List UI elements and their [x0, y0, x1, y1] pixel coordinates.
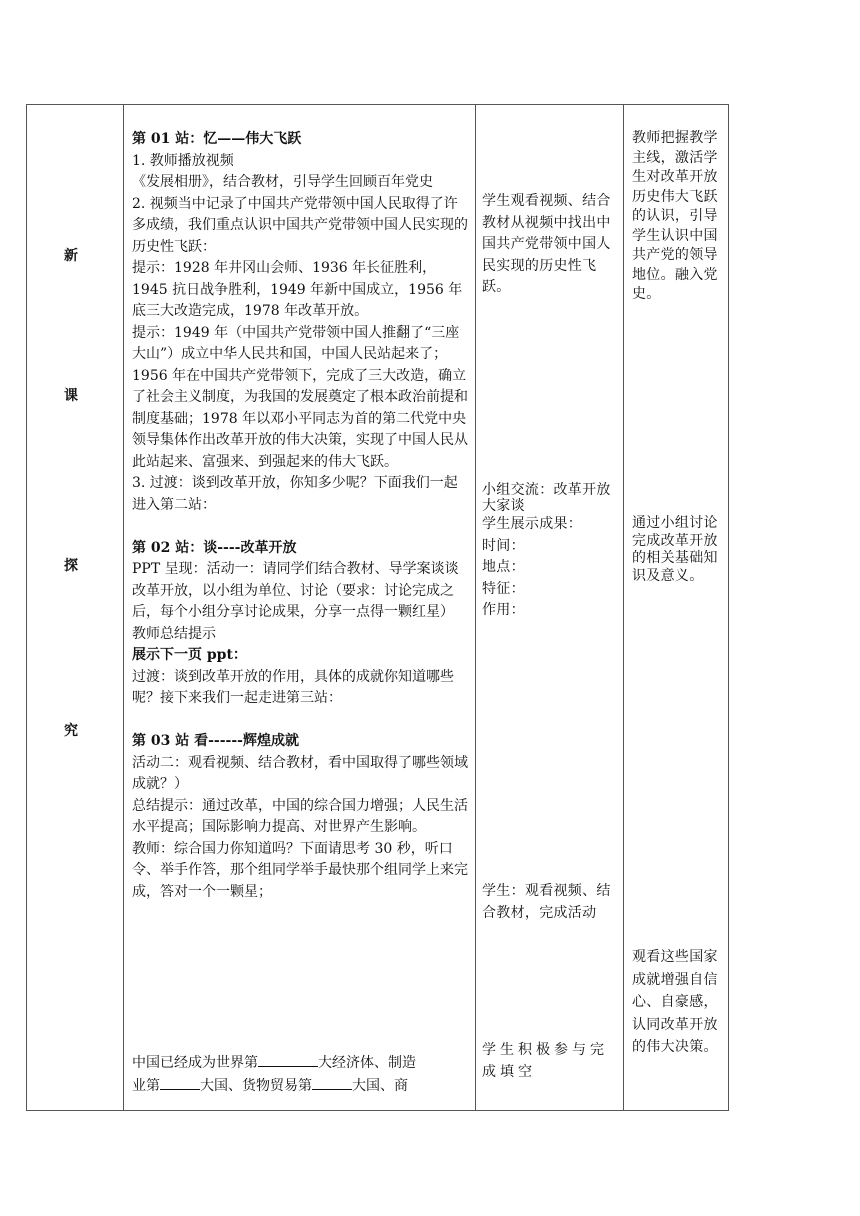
- paragraph: 提示：1949 年（中国共产党带领中国人推翻了“三座大山”）成立中华人民共和国，中国人民站起来了；1956 年在中国共产党带领下，完成了三大改造，确立了社会主义制度，为我国的发展奠定了根本政治前提和制度基础；1978 年以邓小平同志为首的第二代党中央领导集体作出改革开放的伟大决策，实现了中国人民从此站起来、富强来、到强起来的伟大飞跃。: [132, 324, 468, 470]
- paragraph: 教师：综合国力你知道吗？下面请思考 30 秒，听口令、举手作答，那个组同学举手最快那个组同学上来完成，答对一个一颗星；: [132, 840, 468, 900]
- student-activity-place: 地点：: [482, 559, 525, 575]
- student-activity-2: [482, 482, 618, 622]
- station-heading: 第 03 站 看------辉煌成就: [132, 733, 299, 749]
- design-intent-1: 教师把握教学主线，激活学生对改革开放历史伟大飞跃的认识，引导学生认识中国共产党的领导地位。融入党史。: [632, 130, 718, 302]
- fill-text-c: 业第: [132, 1077, 160, 1094]
- paragraph: 3. 过渡：谈到改革开放，你知多少呢？下面我们一起进入第二站：: [132, 475, 458, 513]
- paragraph: 1. 教师播放视频: [132, 152, 234, 169]
- paragraph: 过渡：谈到改革开放的作用，具体的成就你知道哪些呢？接下来我们一起走进第三站：: [132, 668, 454, 706]
- table-divider-3: [623, 104, 624, 1111]
- section-label-char-3: 探: [64, 558, 78, 574]
- student-activity-1: 学生观看视频、结合教材从视频中找出中国共产党带领中国人民实现的历史性飞跃。: [482, 193, 611, 295]
- student-activity-time: 时间：: [482, 537, 525, 554]
- paragraph: 《发展相册》，结合教材，引导学生回顾百年党史: [132, 174, 433, 190]
- fill-text-b: 大经济体、制造: [318, 1055, 416, 1071]
- section-label-char-4: 究: [64, 723, 78, 739]
- student-activity-effect: 作用：: [482, 602, 525, 618]
- blank-1[interactable]: [258, 1052, 318, 1067]
- fill-text-e: 大国、商: [352, 1077, 408, 1094]
- paragraph: PPT 呈现：活动一：请同学们结合教材、导学案谈谈改革开放，以小组为单位、讨论（要求：讨论完成之后，每个小组分享讨论成果，分享一点得一颗红星）: [132, 561, 459, 620]
- student-activity-4: 学生积极参与完成填空: [482, 1042, 608, 1080]
- table-border-left: [26, 104, 27, 1111]
- student-activity-feature: 特征：: [482, 580, 525, 597]
- station-heading: 第 02 站：谈----改革开放: [132, 539, 297, 556]
- station-heading: 第 01 站：忆——伟大飞跃: [132, 131, 302, 147]
- table-divider-1: [123, 104, 124, 1111]
- paragraph: 教师总结提示: [132, 625, 216, 642]
- paragraph-gap: [132, 516, 468, 538]
- design-intent-3: 观看这些国家成就增强自信心、自豪感，认同改革开放的伟大决策。: [632, 949, 718, 1055]
- table-border-right: [728, 104, 729, 1111]
- paragraph: 2. 视频当中记录了中国共产党带领中国人民取得了许多成绩，我们重点认识中国共产党带领中国人民实现的历史性飞跃：: [132, 195, 468, 255]
- blank-2[interactable]: [160, 1075, 200, 1090]
- paragraph: 总结提示：通过改革，中国的综合国力增强；人民生活水平提高；国际影响力提高、对世界产生影响。: [132, 797, 468, 835]
- section-label-char-2: 课: [64, 388, 78, 404]
- paragraph: 活动二：观看视频、结合教材，看中国取得了哪些领域成就？）: [132, 754, 468, 792]
- fill-text-d: 大国、货物贸易第: [200, 1077, 312, 1094]
- paragraph: 提示：1928 年井冈山会师、1936 年长征胜利，1945 抗日战争胜利，1949 年新中国成立，1956 年底三大改造完成，1978 年改革开放。: [132, 260, 463, 319]
- paragraph-gap: [132, 710, 468, 732]
- fill-blank-sentence: [132, 1052, 472, 1097]
- blank-3[interactable]: [312, 1075, 352, 1090]
- fill-text-a: 中国已经成为世界第: [132, 1055, 258, 1071]
- design-intent-2: 通过小组讨论完成改革开放的相关基础知识及意义。: [632, 515, 718, 584]
- teacher-activity-column: [132, 129, 468, 903]
- student-activity-show: 学生展示成果：: [482, 516, 583, 532]
- student-activity-3: 学生：观看视频、结合教材，完成活动: [482, 883, 611, 921]
- station-heading: 展示下一页 ppt：: [132, 647, 247, 663]
- section-label-char-1: 新: [64, 248, 78, 264]
- student-activity-group-talk: 小组交流：改革开放大家谈: [482, 482, 611, 514]
- table-divider-2: [475, 104, 476, 1111]
